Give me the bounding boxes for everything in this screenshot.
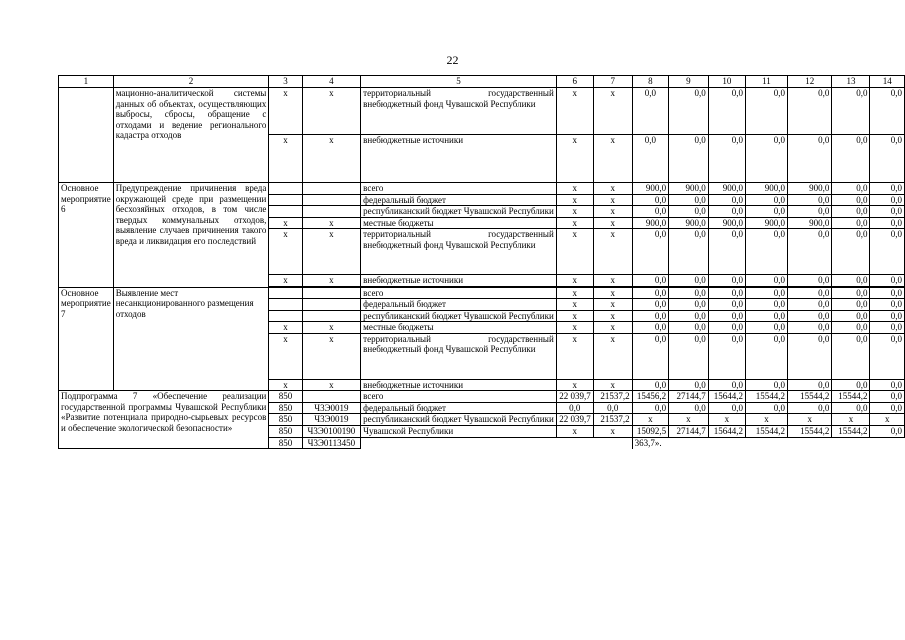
funding-source: территориальный государственный внебюджетный фонд Чувашской Республики bbox=[361, 333, 557, 379]
table-cell: 15544,2 bbox=[832, 391, 870, 403]
table-cell bbox=[302, 183, 361, 195]
funding-source: всего bbox=[361, 183, 557, 195]
table-cell: 0,0 bbox=[669, 379, 709, 391]
table-cell: x bbox=[556, 287, 593, 299]
table-cell bbox=[302, 194, 361, 206]
table-cell: 0,0 bbox=[745, 206, 787, 218]
table-cell: 0,0 bbox=[870, 88, 905, 135]
table-cell: x bbox=[556, 379, 593, 391]
funding-source: всего bbox=[361, 391, 557, 403]
table-cell: 900,0 bbox=[787, 217, 831, 229]
table-cell bbox=[269, 310, 302, 322]
table-cell: x bbox=[870, 414, 905, 426]
table-cell: x bbox=[556, 206, 593, 218]
table-cell: 363,7». bbox=[632, 437, 668, 449]
funding-source: внебюджетные источники bbox=[361, 135, 557, 183]
page-number: 22 bbox=[446, 53, 459, 67]
table-cell: 15544,2 bbox=[832, 426, 870, 438]
table-cell bbox=[302, 299, 361, 311]
table-cell: 0,0 bbox=[832, 217, 870, 229]
table-cell: x bbox=[593, 217, 632, 229]
col-header: 3 bbox=[269, 76, 302, 88]
measure-name: Основное мероприятие 7 bbox=[59, 287, 114, 391]
table-cell: 0,0 bbox=[669, 310, 709, 322]
table-cell: x bbox=[593, 379, 632, 391]
table-cell: 0,0 bbox=[870, 183, 905, 195]
table-cell: 0,0 bbox=[870, 206, 905, 218]
col-header: 11 bbox=[745, 76, 787, 88]
table-cell: 0,0 bbox=[832, 287, 870, 299]
table-cell: 15544,2 bbox=[787, 391, 831, 403]
table-cell: 15092,5 bbox=[632, 426, 668, 438]
funding-source: территориальный государственный внебюджетный фонд Чувашской Республики bbox=[361, 229, 557, 275]
table-cell: 0,0 bbox=[832, 194, 870, 206]
table-cell: x bbox=[269, 333, 302, 379]
col-header: 4 bbox=[302, 76, 361, 88]
funding-source: местные бюджеты bbox=[361, 217, 557, 229]
table-cell: 0,0 bbox=[708, 287, 745, 299]
table-cell: 22 039,7 bbox=[556, 391, 593, 403]
table-cell: 0,0 bbox=[669, 88, 709, 135]
table-cell: 0,0 bbox=[832, 379, 870, 391]
table-cell bbox=[302, 391, 361, 403]
table-cell: 0,0 bbox=[745, 135, 787, 183]
table-cell: 0,0 bbox=[632, 299, 668, 311]
table-cell: 0,0 bbox=[632, 194, 668, 206]
table-cell: 850 bbox=[269, 402, 302, 414]
col-header: 6 bbox=[556, 76, 593, 88]
table-cell: 900,0 bbox=[632, 217, 668, 229]
table-cell: x bbox=[556, 135, 593, 183]
table-cell: 0,0 bbox=[632, 229, 668, 275]
table-cell: Ч3Э0100190 bbox=[302, 426, 361, 438]
col-header: 14 bbox=[870, 76, 905, 88]
table-cell: 0,0 bbox=[556, 402, 593, 414]
funding-source: местные бюджеты bbox=[361, 322, 557, 334]
funding-source: всего bbox=[361, 287, 557, 299]
table-cell: 900,0 bbox=[708, 217, 745, 229]
table-cell: 0,0 bbox=[870, 426, 905, 438]
table-cell: 0,0 bbox=[708, 322, 745, 334]
table-cell bbox=[269, 194, 302, 206]
table-cell: x bbox=[556, 322, 593, 334]
table-cell: 0,0 bbox=[787, 206, 831, 218]
table-cell: 0,0 bbox=[745, 275, 787, 287]
col-header: 10 bbox=[708, 76, 745, 88]
table-cell: x bbox=[593, 333, 632, 379]
table-cell: 0,0 bbox=[787, 229, 831, 275]
table-cell: x bbox=[556, 217, 593, 229]
table-cell: x bbox=[669, 414, 709, 426]
table-cell: x bbox=[302, 275, 361, 287]
table-cell: 0,0 bbox=[708, 135, 745, 183]
table-cell: x bbox=[593, 299, 632, 311]
table-cell: 0,0 bbox=[787, 333, 831, 379]
table-cell: 15544,2 bbox=[787, 426, 831, 438]
table-cell: 15644,2 bbox=[708, 391, 745, 403]
table-cell bbox=[269, 299, 302, 311]
table-cell: 0,0 bbox=[745, 229, 787, 275]
col-header: 12 bbox=[787, 76, 831, 88]
table-cell: 0,0 bbox=[632, 322, 668, 334]
table-cell: 900,0 bbox=[745, 217, 787, 229]
table-cell: x bbox=[593, 183, 632, 195]
table-cell: x bbox=[593, 194, 632, 206]
table-cell: 0,0 bbox=[708, 88, 745, 135]
table-cell: 21537,2 bbox=[593, 391, 632, 403]
table-cell: 0,0 bbox=[708, 229, 745, 275]
table-cell: 0,0 bbox=[669, 322, 709, 334]
table-cell: 0,0 bbox=[669, 275, 709, 287]
table-cell: 850 bbox=[269, 437, 302, 449]
table-cell: 0,0 bbox=[787, 402, 831, 414]
table-cell: 0,0 bbox=[870, 379, 905, 391]
table-cell: Ч3Э0019 bbox=[302, 402, 361, 414]
table-cell: x bbox=[593, 229, 632, 275]
table-cell bbox=[269, 287, 302, 299]
funding-source: федеральный бюджет bbox=[361, 402, 557, 414]
table-cell: x bbox=[302, 229, 361, 275]
col-header: 7 bbox=[593, 76, 632, 88]
table-cell: 850 bbox=[269, 414, 302, 426]
table-cell: x bbox=[269, 379, 302, 391]
table-cell: 0,0 bbox=[669, 135, 709, 183]
table-cell: 0,0 bbox=[632, 287, 668, 299]
table-cell: 0,0 bbox=[745, 310, 787, 322]
table-cell: 0,0 bbox=[870, 402, 905, 414]
table-cell: x bbox=[269, 275, 302, 287]
table-cell: 0,0 bbox=[787, 88, 831, 135]
table-cell: x bbox=[556, 299, 593, 311]
table-cell: 900,0 bbox=[669, 183, 709, 195]
table-row bbox=[59, 183, 905, 195]
table-cell: 0,0 bbox=[787, 322, 831, 334]
table-cell: 0,0 bbox=[708, 194, 745, 206]
table-cell: x bbox=[593, 88, 632, 135]
table-cell: x bbox=[632, 414, 668, 426]
table-cell: 0,0 bbox=[669, 402, 709, 414]
table-cell: x bbox=[832, 414, 870, 426]
table-cell: 0,0 bbox=[870, 287, 905, 299]
table-cell: x bbox=[269, 229, 302, 275]
table-cell: 0,0 bbox=[787, 310, 831, 322]
table-cell: x bbox=[556, 426, 593, 438]
table-cell: x bbox=[593, 426, 632, 438]
measure-description: Выявление мест несанкционированного размещения отходов bbox=[113, 287, 269, 391]
table-cell bbox=[59, 88, 114, 183]
col-header: 8 bbox=[632, 76, 668, 88]
table-cell: 850 bbox=[269, 391, 302, 403]
table-cell: x bbox=[593, 287, 632, 299]
table-cell: 0,0 bbox=[745, 287, 787, 299]
table-cell: Ч3Э0113450 bbox=[302, 437, 361, 449]
table-cell: 0,0 bbox=[832, 310, 870, 322]
table-cell: 27144,7 bbox=[669, 391, 709, 403]
table-cell: 0,0 bbox=[632, 88, 668, 135]
table-cell: 0,0 bbox=[745, 322, 787, 334]
funding-source: республиканский бюджет Чувашской Республики bbox=[361, 310, 557, 322]
funding-source: федеральный бюджет bbox=[361, 299, 557, 311]
table-cell: 0,0 bbox=[632, 310, 668, 322]
subprogram-name: Подпрограмма 7 «Обеспечение реализации государственной программы Чувашской Республики «Развитие потенциала природно-сырьевых ресурсов и обеспечение экологической безопасности» bbox=[59, 391, 269, 449]
table-cell: x bbox=[269, 88, 302, 135]
table-cell: 0,0 bbox=[870, 299, 905, 311]
table-cell: 0,0 bbox=[787, 299, 831, 311]
table-cell: 0,0 bbox=[632, 275, 668, 287]
table-cell: 900,0 bbox=[708, 183, 745, 195]
table-cell: Ч3Э0019 bbox=[302, 414, 361, 426]
table-cell: 0,0 bbox=[669, 229, 709, 275]
table-cell: 0,0 bbox=[832, 88, 870, 135]
table-cell: 0,0 bbox=[870, 391, 905, 403]
funding-source: республиканский бюджет Чувашской Республики bbox=[361, 414, 557, 426]
table-cell: 0,0 bbox=[832, 299, 870, 311]
table-cell: 0,0 bbox=[870, 135, 905, 183]
table-cell: 27144,7 bbox=[669, 426, 709, 438]
table-cell: x bbox=[593, 322, 632, 334]
table-cell: 0,0 bbox=[745, 299, 787, 311]
col-header: 9 bbox=[669, 76, 709, 88]
table-cell: 0,0 bbox=[832, 183, 870, 195]
table-cell: 0,0 bbox=[708, 379, 745, 391]
table-cell bbox=[302, 310, 361, 322]
table-cell: x bbox=[302, 333, 361, 379]
table-cell: 0,0 bbox=[708, 206, 745, 218]
table-cell: 0,0 bbox=[669, 299, 709, 311]
table-cell: x bbox=[302, 88, 361, 135]
col-header: 2 bbox=[113, 76, 269, 88]
table-cell bbox=[269, 183, 302, 195]
table-cell: 0,0 bbox=[708, 402, 745, 414]
col-header: 1 bbox=[59, 76, 114, 88]
table-cell: 0,0 bbox=[787, 287, 831, 299]
table-cell: 0,0 bbox=[745, 402, 787, 414]
table-cell: x bbox=[745, 414, 787, 426]
table-cell: 0,0 bbox=[745, 379, 787, 391]
table-cell: 0,0 bbox=[787, 379, 831, 391]
table-cell: x bbox=[593, 135, 632, 183]
budget-table bbox=[58, 75, 905, 449]
table-cell: 900,0 bbox=[632, 183, 668, 195]
table-cell: x bbox=[556, 88, 593, 135]
table-cell: 22 039,7 bbox=[556, 414, 593, 426]
table-cell: x bbox=[556, 183, 593, 195]
table-cell: x bbox=[302, 135, 361, 183]
table-cell: x bbox=[302, 379, 361, 391]
table-cell: 0,0 bbox=[632, 402, 668, 414]
table-cell bbox=[302, 206, 361, 218]
funding-source: республиканский бюджет Чувашской Республики bbox=[361, 206, 557, 218]
table-cell bbox=[361, 437, 557, 449]
table-cell: 0,0 bbox=[745, 194, 787, 206]
table-cell: 0,0 bbox=[632, 379, 668, 391]
table-cell: 850 bbox=[269, 426, 302, 438]
funding-source: Чувашской Республики bbox=[361, 426, 557, 438]
table-cell: x bbox=[302, 322, 361, 334]
table-cell: 0,0 bbox=[870, 333, 905, 379]
table-cell: x bbox=[269, 322, 302, 334]
table-cell: 0,0 bbox=[787, 135, 831, 183]
table-cell bbox=[593, 437, 632, 449]
table-cell bbox=[556, 437, 593, 449]
col-header: 13 bbox=[832, 76, 870, 88]
table-cell: x bbox=[593, 310, 632, 322]
table-cell: x bbox=[556, 194, 593, 206]
header-row bbox=[59, 76, 905, 88]
table-cell: 0,0 bbox=[745, 333, 787, 379]
table-cell: x bbox=[302, 217, 361, 229]
table-cell bbox=[269, 206, 302, 218]
table-cell: 0,0 bbox=[708, 333, 745, 379]
table-cell: 15544,2 bbox=[745, 426, 787, 438]
table-cell: 0,0 bbox=[870, 275, 905, 287]
table-cell: 0,0 bbox=[669, 194, 709, 206]
table-row bbox=[59, 287, 905, 299]
table-row bbox=[59, 88, 905, 135]
table-cell: 0,0 bbox=[632, 333, 668, 379]
table-cell: x bbox=[556, 310, 593, 322]
table-cell: 0,0 bbox=[870, 229, 905, 275]
table-cell: 0,0 bbox=[832, 333, 870, 379]
measure-description: Предупреждение причинения вреда окружающей среде при размещении бесхозяйных отходов, в том числе твердых коммунальных отходов, выявление случаев причинения такого вреда и ликвидация его последствий bbox=[113, 183, 269, 288]
table-cell: x bbox=[556, 275, 593, 287]
table-cell: 0,0 bbox=[669, 287, 709, 299]
funding-source: внебюджетные источники bbox=[361, 275, 557, 287]
table-cell: x bbox=[787, 414, 831, 426]
table-cell: 900,0 bbox=[669, 217, 709, 229]
table-cell: 15456,2 bbox=[632, 391, 668, 403]
table-cell: 15544,2 bbox=[745, 391, 787, 403]
table-cell: 0,0 bbox=[870, 322, 905, 334]
table-cell: x bbox=[556, 229, 593, 275]
funding-source: федеральный бюджет bbox=[361, 194, 557, 206]
measure-description: мационно-аналитической системы данных об объектах, осуществляющих выбросы, сбросы, обращение с отходами и ведение регионального кадастра отходов bbox=[113, 88, 269, 183]
table-cell: 0,0 bbox=[708, 299, 745, 311]
table-cell: 0,0 bbox=[632, 135, 668, 183]
col-header: 5 bbox=[361, 76, 557, 88]
table-cell: 0,0 bbox=[787, 275, 831, 287]
table-cell: 0,0 bbox=[832, 229, 870, 275]
table-cell: 0,0 bbox=[832, 135, 870, 183]
table-cell: 0,0 bbox=[669, 333, 709, 379]
table-cell: 0,0 bbox=[745, 88, 787, 135]
table-cell: x bbox=[593, 275, 632, 287]
table-cell: 21537,2 bbox=[593, 414, 632, 426]
table-cell: 0,0 bbox=[870, 310, 905, 322]
table-cell bbox=[302, 287, 361, 299]
table-row bbox=[59, 391, 905, 403]
funding-source: территориальный государственный внебюджетный фонд Чувашской Республики bbox=[361, 88, 557, 135]
table-cell: x bbox=[708, 414, 745, 426]
table-cell: x bbox=[269, 217, 302, 229]
table-cell: 0,0 bbox=[708, 310, 745, 322]
table-cell: 0,0 bbox=[832, 206, 870, 218]
table-cell bbox=[669, 437, 905, 449]
table-cell: 0,0 bbox=[593, 402, 632, 414]
table-cell: 900,0 bbox=[745, 183, 787, 195]
table-cell: x bbox=[269, 135, 302, 183]
table-cell: 0,0 bbox=[787, 194, 831, 206]
table-cell: 0,0 bbox=[870, 217, 905, 229]
table-cell: 0,0 bbox=[832, 402, 870, 414]
table-cell: 0,0 bbox=[708, 275, 745, 287]
measure-name: Основное мероприятие 6 bbox=[59, 183, 114, 288]
table-cell: 900,0 bbox=[787, 183, 831, 195]
table-cell: x bbox=[556, 333, 593, 379]
table-cell: 15644,2 bbox=[708, 426, 745, 438]
table-cell: x bbox=[593, 206, 632, 218]
table-cell: 0,0 bbox=[832, 275, 870, 287]
table-cell: 0,0 bbox=[832, 322, 870, 334]
table-cell: 0,0 bbox=[870, 194, 905, 206]
table-cell: 0,0 bbox=[632, 206, 668, 218]
funding-source: внебюджетные источники bbox=[361, 379, 557, 391]
table-cell: 0,0 bbox=[669, 206, 709, 218]
